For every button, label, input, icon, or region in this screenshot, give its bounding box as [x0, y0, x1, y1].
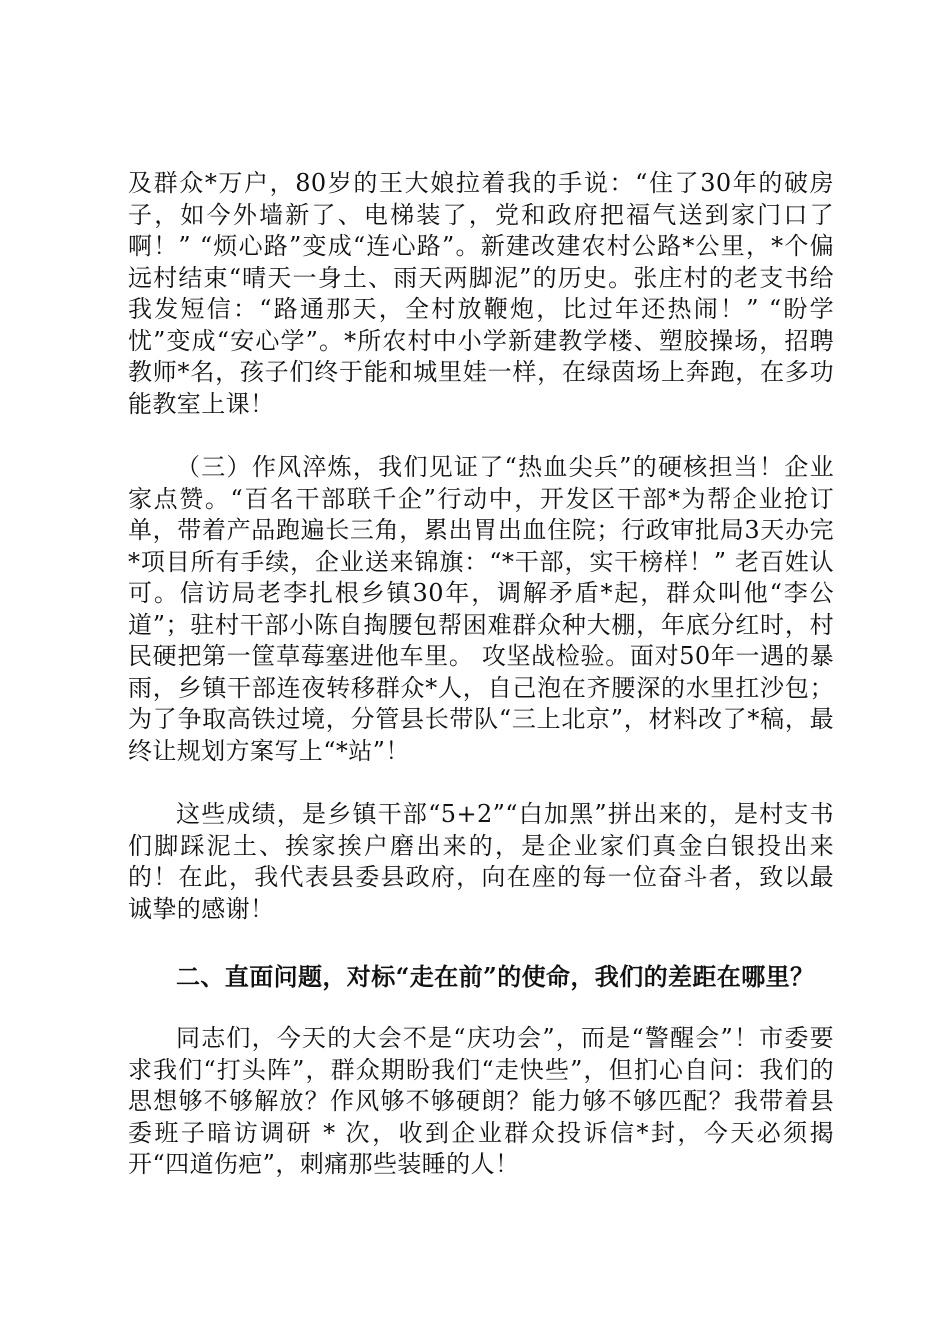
paragraph-thanks: 这些成绩，是乡镇干部“5+2”“白加黑”拼出来的，是村支书们脚踩泥土、挨家挨户磨出来的，是企业家们真金白银投出来的！在此，我代表县委县政府，向在座的每一位奋斗者，致以最诚挚的感谢！ [128, 800, 834, 923]
paragraph-achievements-livelihood: 及群众*万户，80岁的王大娘拉着我的手说：“住了30年的破房子，如今外墙新了、电梯装了，党和政府把福气送到家门口了啊！” “烦心路”变成“连心路”。新建改建农村公路*公里，*个偏远村结束“晴天一身土、雨天两脚泥”的历史。张庄村的老支书给我发短信：“路通那天，全村放鞭炮，比过年还热闹！” “盼学忧”变成“安心学”。*所农村中小学新建教学楼、塑胶操场，招聘教师*名，孩子们终于能和城里娃一样，在绿茵场上奔跑，在多功能教室上课！ [128, 169, 834, 418]
paragraph-self-reflection: 同志们，今天的大会不是“庆功会”，而是“警醒会”！市委要求我们“打头阵”，群众期盼我们“走快些”，但扪心自问：我们的思想够不够解放？作风够不够硬朗？能力够不够匹配？我带着县委班子暗访调研 * 次，收到企业群众投诉信*封，今天必须揭开“四道伤疤”，刺痛那些装睡的人！ [128, 1024, 834, 1178]
paragraph-work-style: （三）作风淬炼，我们见证了“热血尖兵”的硬核担当！企业家点赞。“百名干部联千企”行动中，开发区干部*为帮企业抢订单，带着产品跑遍长三角，累出胃出血住院；行政审批局3天办完*项目所有手续，企业送来锦旗：“*干部，实干榜样！” 老百姓认可。信访局老李扎根乡镇30年，调解矛盾*起，群众叫他“李公道”；驻村干部小陈自掏腰包帮困难群众种大棚，年底分红时，村民硬把第一筐草莓塞进他车里。 攻坚战检验。面对50年一遇的暴雨，乡镇干部连夜转移群众*人，自己泡在齐腰深的水里扛沙包；为了争取高铁过境，分管县长带队“三上北京”，材料改了*稿，最终让规划方案写上“*站”！ [128, 453, 834, 765]
section-heading-problems: 二、直面问题，对标“走在前”的使命，我们的差距在哪里？ [176, 962, 815, 991]
document-body [128, 168, 834, 1181]
